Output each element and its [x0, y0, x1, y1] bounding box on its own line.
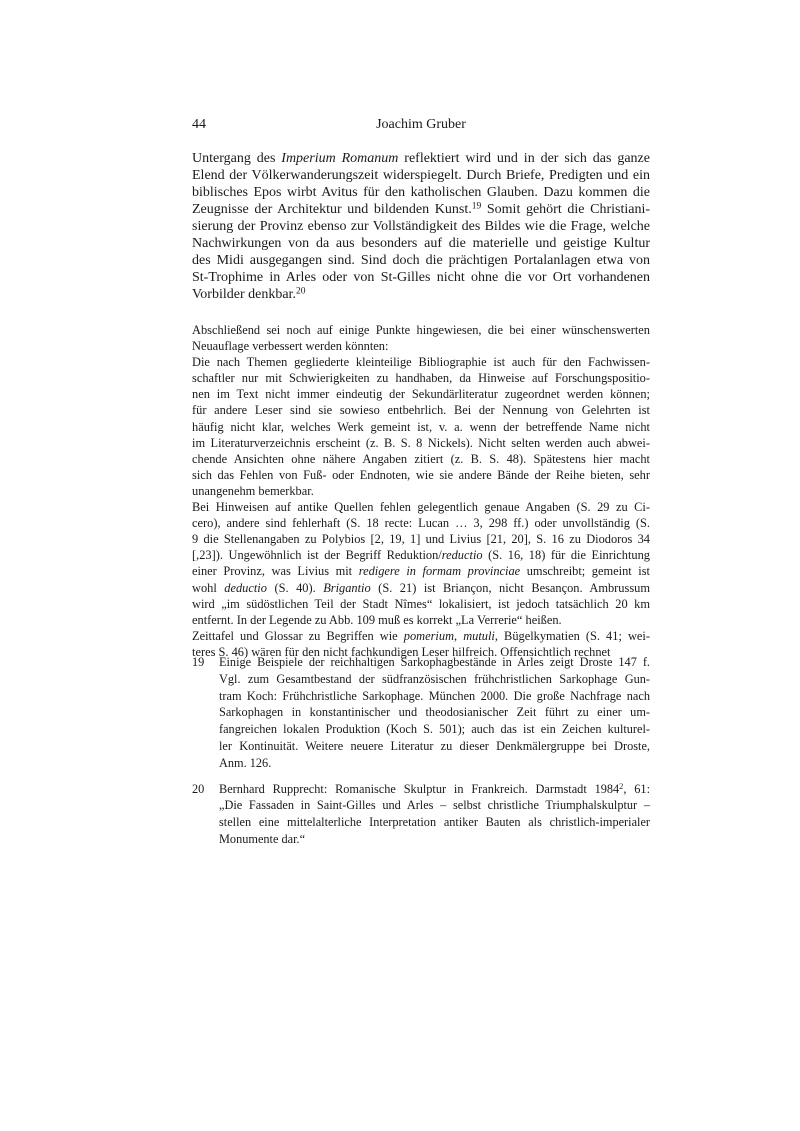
text-segment: Somit gehört die Christiani- — [481, 202, 650, 217]
text-segment: sierung der Provinz ebenso zur Vollständigkeit des Bildes wie die Frage, welche — [192, 219, 650, 234]
footnote — [192, 654, 650, 772]
text-segment: des Midi ausgegangen sind. Sind doch die prächtigen Portalanlagen etwa von — [192, 253, 650, 268]
text-segment: teres S. 46) wären für den nicht fachkundigen Leser hilfreich. Offensichtlich rechnet — [192, 644, 611, 659]
text-segment: chende Ansichten ohne nähere Angaben zitiert (z. B. S. 48). Spätestens hier macht — [192, 451, 650, 466]
text-line — [192, 354, 650, 370]
text-line — [192, 370, 650, 386]
text-line — [219, 671, 650, 688]
text-line — [192, 515, 650, 531]
italic-text: reductio — [441, 548, 483, 563]
text-line — [192, 531, 650, 547]
text-segment: 9 die Stellenangaben zu Polybios [2, 19, 1] und Livius [21, 20], S. 16 zu Diodoros 34 — [192, 532, 650, 547]
text-segment: Anm. 126. — [219, 755, 272, 770]
text-line — [192, 167, 650, 184]
text-segment: häufig nicht klar, welches Werk gemeint ist, v. a. wenn der betreffende Name nicht — [192, 419, 650, 434]
text-segment: entfernt. In der Legende zu Abb. 109 muß es korrekt „La Verrerie“ heißen. — [192, 612, 562, 627]
text-line — [192, 580, 650, 596]
text-segment: ler Kontinuität. Weitere neuere Literatur zu dieser Denkmälergruppe bei Droste, — [219, 738, 650, 753]
footnote-number: 20 — [192, 781, 205, 796]
text-line — [219, 781, 650, 798]
text-segment: unangenehm bemerkbar. — [192, 483, 314, 498]
text-segment: Abschließend sei noch auf einige Punkte hingewiesen, die bei einer wünschenswerten — [192, 323, 650, 337]
italic-text: redigere in formam provinciae — [358, 564, 521, 579]
footnote-number: 19 — [192, 655, 205, 669]
footnote — [192, 781, 650, 848]
text-segment: (S. 40). — [266, 580, 324, 595]
text-line — [192, 451, 650, 467]
text-line — [192, 467, 650, 483]
text-segment: St-Trophime in Arles oder von St-Gilles nicht ohne die vor Ort vorhandenen — [192, 270, 650, 285]
text-segment: Einige Beispiele der reichhaltigen Sarkophagbestände in Arles zeigt Droste 147 f. — [219, 655, 650, 669]
italic-text: Brigantio — [323, 580, 371, 595]
text-segment: Vorbilder denkbar. — [192, 287, 296, 302]
text-segment: Nachwirkungen von da aus besonders auf die materielle und geistige Kultur — [192, 236, 650, 251]
italic-text: mutuli — [463, 628, 495, 643]
body-paragraph-1 — [192, 150, 650, 303]
text-line — [219, 797, 650, 814]
text-segment: sich das Fehlen von Fuß- oder Endnoten, wie sie andere Bände der Reihe bieten, sehr — [192, 467, 650, 482]
text-segment: Zeugnisse der Architektur und bildenden Kunst. — [192, 202, 472, 217]
text-segment: Untergang des — [192, 151, 282, 166]
text-segment: Bei Hinweisen auf antike Quellen fehlen gelegentlich genaue Angaben (S. 29 zu Ci- — [192, 500, 650, 515]
text-line — [219, 721, 650, 738]
body-paragraph-2 — [192, 322, 650, 660]
text-segment: „Die Fassaden in Saint-Gilles und Arles – selbst christliche Triumphalskulptur – — [219, 798, 650, 813]
text-line — [219, 704, 650, 721]
text-segment: [,23]). Ungewöhnlich ist der Begriff Reduktion/ — [192, 548, 442, 563]
text-line — [192, 419, 650, 435]
text-segment: im Literaturverzeichnis erscheint (z. B. S. 8 Nickels). Nicht selten werden auch abwei- — [192, 435, 650, 450]
text-line — [192, 547, 650, 563]
text-segment: für andere Leser sind sie sowieso entbehrlich. Bei der Nennung von Gelehrten ist — [192, 403, 650, 418]
text-segment: cero), andere sind fehlerhaft (S. 18 recte: Lucan … 3, 298 ff.) oder unvollständig (S. — [192, 516, 650, 531]
text-segment: Vgl. zum Gesamtbestand der südfranzösischen frühchristlichen Sarkophage Gun- — [219, 671, 650, 686]
text-line — [192, 435, 650, 451]
text-line — [192, 235, 650, 252]
text-line — [192, 386, 650, 402]
italic-text: deductio — [224, 580, 267, 595]
text-segment: tram Koch: Frühchristliche Sarkophage. München 2000. Die große Nachfrage nach — [219, 688, 650, 703]
footnote-reference: 2 — [619, 781, 624, 791]
text-line — [192, 402, 650, 418]
text-segment: Die nach Themen gegliederte kleinteilige Bibliographie ist auch für den Fachwissen- — [192, 355, 650, 370]
text-segment: schaftler nur mit Schwierigkeiten zu handhaben, da Hinweise auf Forschungspositio- — [192, 371, 650, 386]
text-segment: umschreibt; gemeint ist — [520, 564, 650, 579]
text-line — [192, 499, 650, 515]
text-line — [219, 831, 650, 848]
text-line — [192, 628, 650, 644]
text-segment: Monumente dar.“ — [219, 831, 306, 846]
footnotes — [192, 654, 650, 857]
text-segment: , — [454, 628, 464, 643]
text-line — [219, 688, 650, 705]
text-segment: wird „im südöstlichen Teil der Stadt Nîmes“ lokalisiert, ist jedoch tatsächlich 20 km — [192, 596, 650, 611]
text-line — [219, 654, 650, 671]
text-line — [192, 322, 650, 338]
footnote-reference: 19 — [471, 201, 482, 212]
page-number: 44 — [192, 117, 206, 132]
text-line — [192, 338, 650, 354]
text-line — [192, 269, 650, 286]
text-segment: nen im Text nicht immer eindeutig der Sekundärliteratur zugeordnet werden können; — [192, 387, 650, 402]
text-segment: Neuauflage verbessert werden könnten: — [192, 339, 389, 354]
text-line — [192, 201, 650, 218]
italic-text: Imperium Romanum — [281, 151, 399, 166]
text-segment: reflektiert wird und in der sich das ganze — [398, 151, 650, 166]
text-line — [192, 218, 650, 235]
footnote-reference: 20 — [295, 286, 306, 297]
text-segment: einer Provinz, was Livius mit — [192, 564, 359, 579]
text-line — [219, 755, 650, 772]
text-segment: stellen eine mittelalterliche Interpretation antiker Bauten als christlich-imperialer — [219, 815, 650, 830]
text-segment: Sarkophagen in konstantinischer und theodosianischer Zeit führt zu einer um- — [219, 705, 650, 720]
text-segment: fangreichen lokalen Produktion (Koch S. 501); auch das ist ein Zeichen kulturel- — [219, 722, 650, 737]
text-segment: Bernhard Rupprecht: Romanische Skulptur in Frankreich. Darmstadt 1984 — [219, 781, 620, 796]
text-line — [219, 814, 650, 831]
text-segment: (S. 21) ist Briançon, nicht Besançon. Ambrussum — [370, 580, 650, 595]
text-line — [192, 252, 650, 269]
text-line — [192, 184, 650, 201]
text-segment: Zeittafel und Glossar zu Begriffen wie — [192, 628, 404, 643]
italic-text: pomerium — [403, 628, 455, 643]
text-line — [192, 286, 650, 303]
text-segment: Elend der Völkerwanderungszeit widerspiegelt. Durch Briefe, Predigten und ein — [192, 168, 650, 183]
text-segment: biblisches Epos wirbt Avitus für den katholischen Glauben. Dazu kommen die — [192, 185, 650, 200]
text-segment: wohl — [192, 580, 225, 595]
text-line — [192, 612, 650, 628]
text-line — [219, 738, 650, 755]
text-line — [192, 596, 650, 612]
running-head-author: Joachim Gruber — [376, 117, 466, 132]
text-line — [192, 483, 650, 499]
text-segment: , Bügelkymatien (S. 41; wei- — [494, 628, 650, 643]
text-line — [192, 150, 650, 167]
text-segment: , 61: — [623, 781, 650, 796]
text-line — [192, 563, 650, 579]
text-segment: (S. 16, 18) für die Einrichtung — [482, 548, 650, 563]
